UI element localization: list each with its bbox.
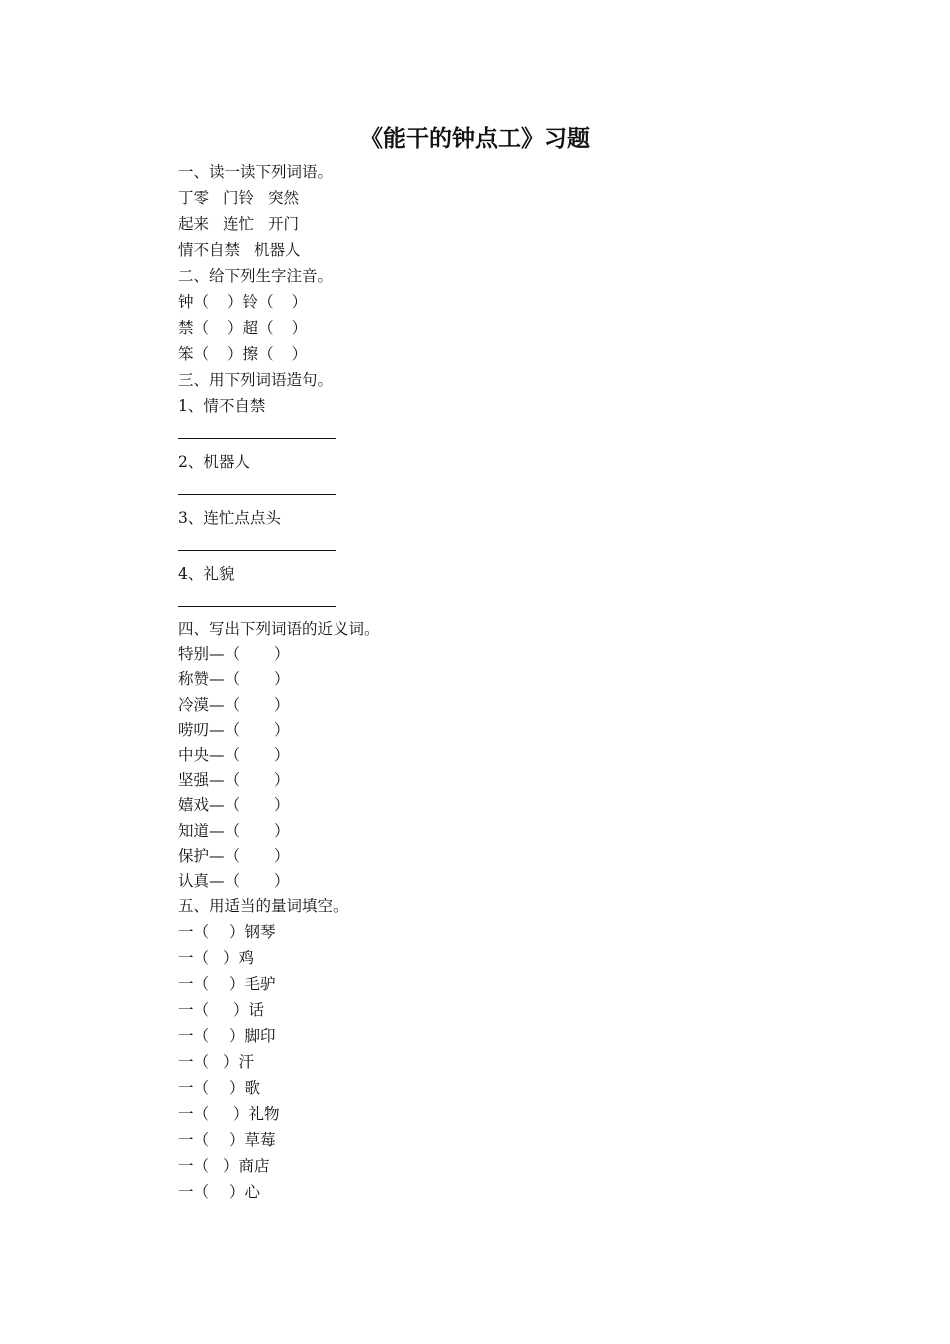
word: 连忙 bbox=[223, 215, 255, 233]
measure-word-item: 一（ ）毛驴 bbox=[178, 975, 276, 994]
synonym-item: 唠叨—（ ） bbox=[178, 720, 290, 739]
answer-blank bbox=[178, 587, 798, 617]
synonym-item: 认真—（ ） bbox=[178, 871, 290, 890]
synonym-item: 知道—（ ） bbox=[178, 821, 290, 840]
measure-word-item: 一（ ）歌 bbox=[178, 1079, 261, 1098]
answer-line bbox=[178, 438, 336, 439]
answer-line bbox=[178, 494, 336, 495]
measure-word-item: 一（ ）鸡 bbox=[178, 949, 255, 968]
word: 突然 bbox=[268, 189, 300, 207]
synonym-item: 特别—（ ） bbox=[178, 645, 290, 664]
answer-blank bbox=[178, 475, 798, 505]
exercise-content bbox=[178, 159, 798, 1205]
section2-heading: 二、给下列生字注音。 bbox=[178, 267, 334, 285]
sentence-prompt: 4、礼貌 bbox=[178, 565, 235, 583]
measure-word-item: 一（ ）脚印 bbox=[178, 1027, 276, 1046]
answer-line bbox=[178, 606, 336, 607]
synonym-item: 称赞—（ ） bbox=[178, 670, 290, 689]
page-title: 《能干的钟点工》习题 bbox=[360, 126, 590, 152]
pinyin-row: 钟（ ）铃（ ） bbox=[178, 293, 308, 311]
word-row bbox=[178, 211, 798, 237]
word: 情不自禁 bbox=[178, 241, 241, 259]
synonym-item: 冷漠—（ ） bbox=[178, 695, 290, 714]
synonym-item: 坚强—（ ） bbox=[178, 771, 290, 790]
character: 擦 bbox=[242, 345, 259, 363]
answer-blank bbox=[178, 419, 798, 449]
sentence-prompt: 2、机器人 bbox=[178, 453, 250, 471]
section3-heading: 三、用下列词语造句。 bbox=[178, 371, 334, 389]
measure-word-item: 一（ ）钢琴 bbox=[178, 923, 276, 942]
measure-word-item: 一（ ）商店 bbox=[178, 1157, 270, 1176]
character: 超 bbox=[242, 319, 259, 337]
word: 开门 bbox=[268, 215, 300, 233]
word: 丁零 bbox=[178, 189, 210, 207]
section5-heading: 五、用适当的量词填空。 bbox=[178, 897, 349, 916]
answer-blank bbox=[178, 531, 798, 561]
word-row bbox=[178, 237, 798, 263]
synonym-item: 嬉戏—（ ） bbox=[178, 796, 290, 815]
section4-heading: 四、写出下列词语的近义词。 bbox=[178, 620, 380, 638]
section1-heading: 一、读一读下列词语。 bbox=[178, 163, 334, 181]
sentence-prompt: 1、情不自禁 bbox=[178, 397, 266, 415]
pinyin-row: 禁（ ）超（ ） bbox=[178, 319, 308, 337]
character: 笨 bbox=[178, 345, 194, 363]
measure-word-item: 一（ ）礼物 bbox=[178, 1105, 280, 1124]
measure-word-item: 一（ ）话 bbox=[178, 1001, 265, 1020]
measure-word-item: 一（ ）草莓 bbox=[178, 1131, 276, 1150]
word: 起来 bbox=[178, 215, 210, 233]
word: 门铃 bbox=[223, 189, 255, 207]
measure-word-item: 一（ ）汗 bbox=[178, 1053, 255, 1072]
synonym-item: 中央—（ ） bbox=[178, 745, 290, 764]
character: 钟 bbox=[178, 293, 194, 311]
measure-word-item: 一（ ）心 bbox=[178, 1183, 261, 1202]
word: 机器人 bbox=[254, 241, 301, 259]
pinyin-row: 笨（ ）擦（ ） bbox=[178, 345, 308, 363]
word-row bbox=[178, 185, 798, 211]
synonym-item: 保护—（ ） bbox=[178, 846, 290, 865]
character: 铃 bbox=[242, 293, 259, 311]
answer-line bbox=[178, 550, 336, 551]
sentence-prompt: 3、连忙点点头 bbox=[178, 509, 281, 527]
character: 禁 bbox=[178, 319, 194, 337]
